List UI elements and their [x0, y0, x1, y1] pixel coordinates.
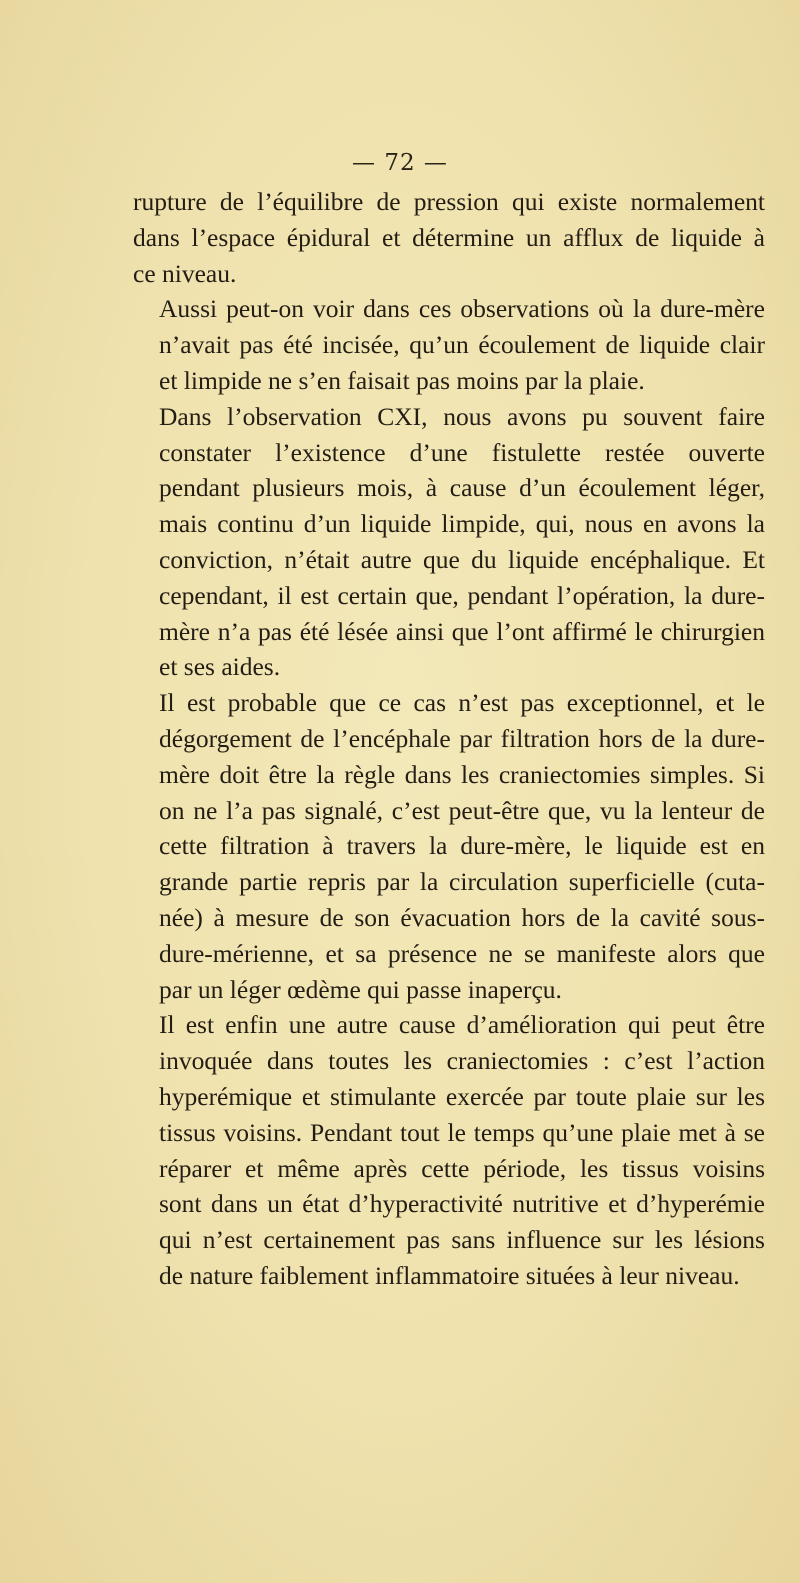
- paragraph-5: [133, 1007, 765, 1293]
- text-line: Il est enfin une autre cause d’amélioration qui peut être: [159, 1010, 765, 1040]
- text-line: dans l’espace épidural et détermine un afflux de liquide à: [133, 222, 765, 252]
- text-line: mais continu d’un liquide limpide, qui, nous en avons la: [159, 509, 765, 539]
- paragraph-2: [133, 291, 765, 398]
- page-number: — 72 —: [352, 150, 448, 176]
- text-line: conviction, n’était autre que du liquide encéphalique. Et: [159, 544, 765, 574]
- text-line: et limpide ne s’en faisait pas moins par la plaie.: [159, 365, 645, 395]
- text-line: cette filtration à travers la dure-mère, le liquide est en: [159, 831, 765, 861]
- text-line: constater l’existence d’une fistulette restée ouverte: [159, 437, 765, 467]
- text-line: hyperémique et stimulante exercée par toute plaie sur les: [159, 1081, 765, 1111]
- text-line: dure-mérienne, et sa présence ne se manifeste alors que: [159, 938, 765, 968]
- text-line: sont dans un état d’hyperactivité nutritive et d’hyperémie: [159, 1189, 765, 1219]
- text-line: Dans l’observation CXI, nous avons pu souvent faire: [159, 401, 765, 431]
- text-line: Il est probable que ce cas n’est pas exceptionnel, et le: [159, 688, 765, 718]
- text-line: grande partie repris par la circulation superficielle (cuta-: [159, 867, 765, 897]
- text-line: cependant, il est certain que, pendant l’opération, la dure-: [159, 580, 765, 610]
- body-text: [133, 184, 765, 1294]
- text-line: par un léger œdème qui passe inaperçu.: [159, 974, 562, 1004]
- text-line: dégorgement de l’encéphale par filtration hors de la dure-: [159, 723, 765, 753]
- text-line: mère doit être la règle dans les craniectomies simples. Si: [159, 759, 765, 789]
- text-line: mère n’a pas été lésée ainsi que l’ont affirmé le chirurgien: [159, 616, 765, 646]
- text-line: ce niveau.: [133, 258, 237, 288]
- text-line: pendant plusieurs mois, à cause d’un écoulement léger,: [159, 473, 765, 503]
- text-line: née) à mesure de son évacuation hors de la cavité sous-: [159, 902, 765, 932]
- text-line: Aussi peut-on voir dans ces observations où la dure-mère: [159, 294, 765, 324]
- text-line: invoquée dans toutes les craniectomies : c’est l’action: [159, 1046, 765, 1076]
- text-line: on ne l’a pas signalé, c’est peut-être que, vu la lenteur de: [159, 795, 765, 825]
- text-line: tissus voisins. Pendant tout le temps qu’une plaie met à se: [159, 1117, 765, 1147]
- text-line: n’avait pas été incisée, qu’un écoulement de liquide clair: [159, 330, 765, 360]
- paragraph-4: [133, 685, 765, 1007]
- paragraph-1: [133, 184, 765, 291]
- text-line: et ses aides.: [159, 652, 281, 682]
- text-line: réparer et même après cette période, les tissus voisins: [159, 1153, 765, 1183]
- text-line: qui n’est certainement pas sans influence sur les lésions: [159, 1225, 765, 1255]
- text-line: de nature faiblement inflammatoire situées à leur niveau.: [159, 1260, 740, 1290]
- paragraph-3: [133, 399, 765, 685]
- text-line: rupture de l’équilibre de pression qui existe normalement: [133, 187, 765, 216]
